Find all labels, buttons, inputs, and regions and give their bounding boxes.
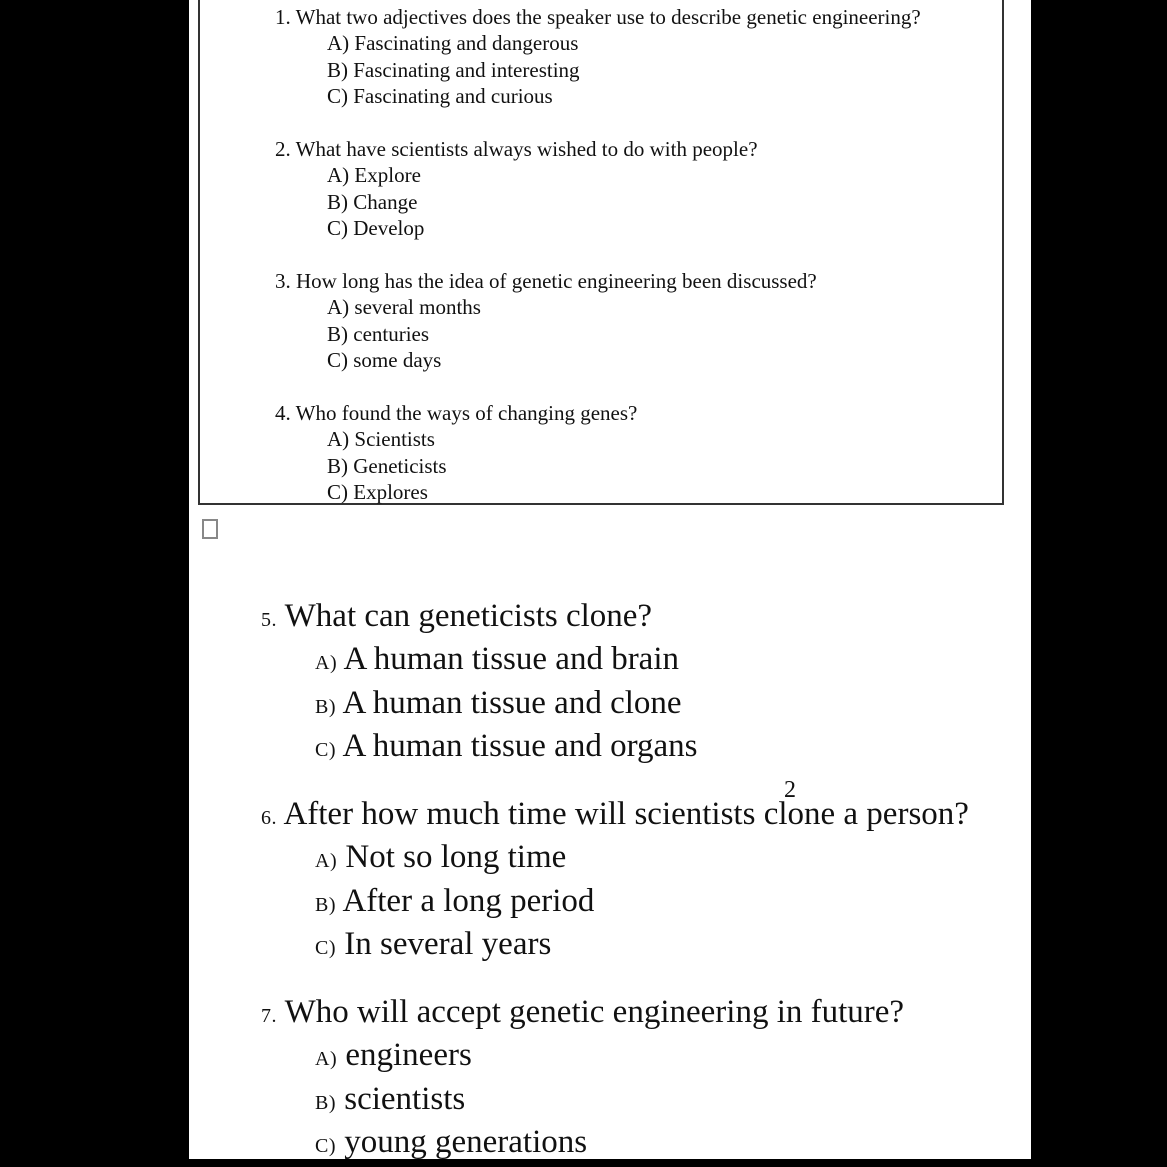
question-1-option-b: B) Fascinating and interesting — [327, 57, 580, 82]
question-2-stem: 2. What have scientists always wished to do with people? — [275, 137, 758, 161]
question-3-option-c: C) some days — [327, 348, 442, 372]
question-7-option-c: C) young generations — [315, 1124, 588, 1160]
question-3-option-b: B) centuries — [327, 321, 430, 346]
question-3-option-a: A) several months — [327, 295, 481, 319]
question-2-option-b: B) Change — [327, 189, 418, 214]
empty-checkbox[interactable] — [202, 519, 218, 539]
question-7-option-a: A) engineers — [315, 1037, 472, 1073]
question-6-option-b: B) After a long period — [315, 882, 595, 919]
question-2 — [275, 136, 758, 242]
question-4-option-b: B) Geneticists — [327, 453, 447, 478]
question-6 — [261, 794, 969, 969]
question-2-option-a: A) Explore — [327, 163, 421, 187]
question-6-stem: 6. After how much time will scientists clone a person? — [261, 796, 969, 832]
question-7-stem: 7. Who will accept genetic engineering in future? — [261, 994, 905, 1030]
question-1-option-a: A) Fascinating and dangerous — [327, 31, 579, 55]
question-2-option-c: C) Develop — [327, 216, 425, 240]
question-5-option-c: C) A human tissue and organs — [315, 728, 698, 764]
question-1-option-c: C) Fascinating and curious — [327, 84, 553, 108]
question-4-option-c: C) Explores — [327, 480, 428, 504]
question-1-stem: 1. What two adjectives does the speaker use to describe genetic engineering? — [275, 5, 921, 29]
question-5-stem: 5. What can geneticists clone? — [261, 598, 653, 634]
question-7-option-b: B) scientists — [315, 1080, 466, 1117]
question-3 — [275, 268, 817, 374]
question-4-option-a: A) Scientists — [327, 427, 435, 451]
question-4 — [275, 400, 637, 506]
stray-mark: 2 — [784, 777, 796, 803]
document-page — [189, 0, 1031, 1159]
question-6-option-c: C) In several years — [315, 926, 552, 962]
question-3-stem: 3. How long has the idea of genetic engineering been discussed? — [275, 269, 817, 293]
question-4-stem: 4. Who found the ways of changing genes? — [275, 401, 638, 425]
question-1 — [275, 4, 921, 110]
question-5 — [261, 596, 697, 771]
question-6-option-a: A) Not so long time — [315, 839, 567, 875]
question-5-option-a: A) A human tissue and brain — [315, 641, 679, 677]
question-7 — [261, 992, 904, 1167]
question-5-option-b: B) A human tissue and clone — [315, 684, 682, 721]
